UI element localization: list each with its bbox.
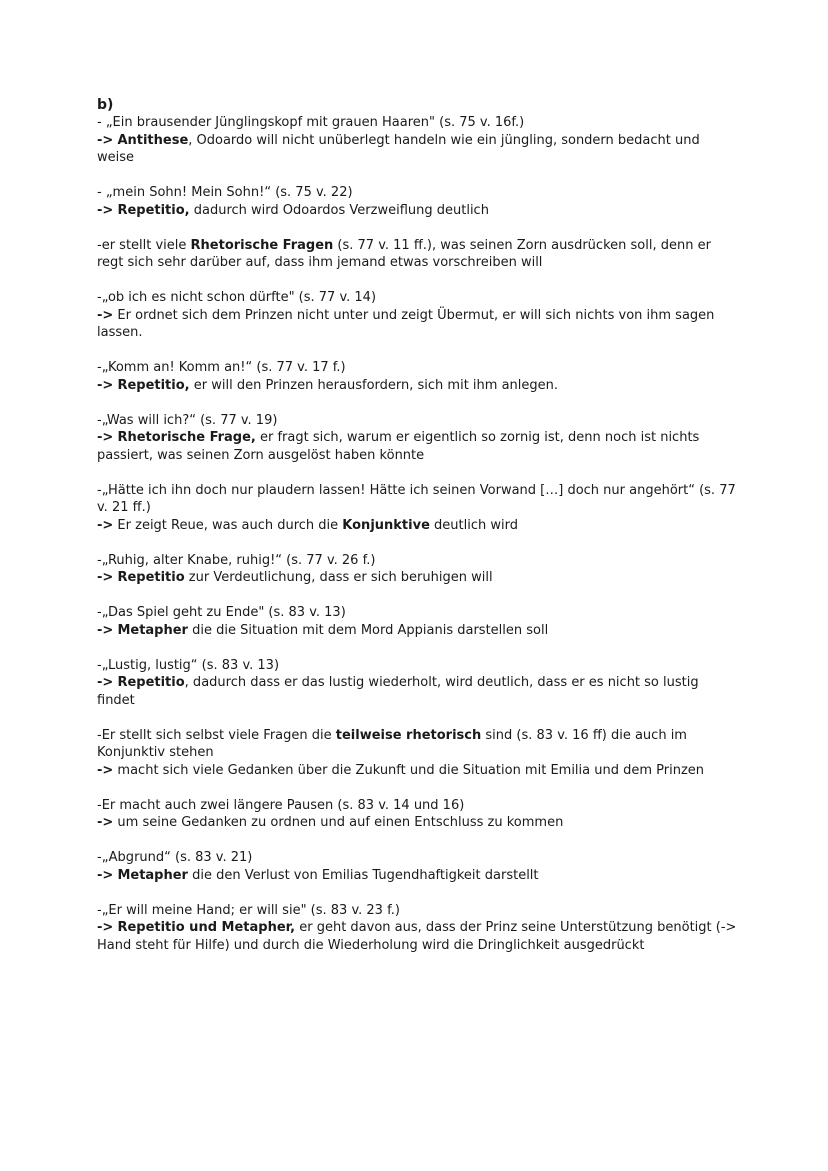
quote-line: -„Lustig, lustig“ (s. 83 v. 13) bbox=[97, 657, 280, 673]
analysis-item bbox=[97, 797, 737, 832]
explanation-text: um seine Gedanken zu ordnen und auf einen Entschluss zu kommen bbox=[113, 815, 564, 830]
explanation-text: Er ordnet sich dem Prinzen nicht unter und zeigt Übermut, er will sich nichts von ihm sagen lassen. bbox=[97, 307, 715, 340]
analysis-item bbox=[97, 849, 737, 884]
arrow-marker: -> bbox=[97, 517, 114, 533]
document-page bbox=[97, 96, 737, 972]
stylistic-device: Repetitio, bbox=[117, 202, 190, 218]
explanation-text: er fragt sich, warum er eigentlich so zornig ist, denn noch ist nichts passiert, was seinen Zorn ausgelöst haben könnte bbox=[97, 430, 700, 463]
explanation-text: (s. 77 v. 11 ff.), was seinen Zorn ausdrücken soll, denn er regt sich sehr darüber auf, dass ihm jemand etwas vorschreiben will bbox=[97, 237, 711, 270]
stylistic-device: Konjunktive bbox=[342, 517, 430, 533]
quote-line: - „Ein brausender Jünglingskopf mit grauen Haaren" (s. 75 v. 16f.) bbox=[97, 115, 525, 130]
explanation-text: dadurch wird Odoardos Verzweiflung deutlich bbox=[189, 202, 489, 218]
explanation-line bbox=[97, 132, 737, 167]
quote-line: -„Komm an! Komm an!“ (s. 77 v. 17 f.) bbox=[97, 360, 346, 375]
section-heading: b) bbox=[97, 97, 114, 113]
explanation-line bbox=[97, 569, 737, 587]
explanation-text: er will den Prinzen herausfordern, sich mit ihm anlegen. bbox=[189, 377, 559, 393]
quote-line: -„Das Spiel geht zu Ende" (s. 83 v. 13) bbox=[97, 605, 346, 620]
analysis-item bbox=[97, 237, 737, 272]
explanation-text: , Odoardo will nicht unüberlegt handeln wie ein jüngling, sondern bedacht und weise bbox=[97, 132, 700, 165]
analysis-item bbox=[97, 604, 737, 639]
explanation-line bbox=[97, 867, 737, 885]
stylistic-device: Rhetorische Frage, bbox=[117, 430, 256, 445]
arrow-marker: -> bbox=[97, 430, 114, 445]
explanation-text: , dadurch dass er das lustig wiederholt, wird deutlich, dass er es nicht so lustig findet bbox=[97, 675, 699, 708]
analysis-item bbox=[97, 902, 737, 955]
explanation-text: die den Verlust von Emilias Tugendhaftigkeit darstellt bbox=[187, 867, 539, 883]
quote-line: -Er macht auch zwei längere Pausen (s. 83 v. 14 und 16) bbox=[97, 797, 465, 813]
arrow-marker: -> bbox=[97, 202, 114, 218]
stylistic-device: Metapher bbox=[117, 867, 188, 883]
analysis-item bbox=[97, 289, 737, 342]
explanation-text: zur Verdeutlichung, dass er sich beruhigen will bbox=[184, 570, 493, 585]
stylistic-device: Repetitio bbox=[117, 570, 185, 585]
stylistic-device: Repetitio bbox=[117, 675, 185, 690]
explanation-text: deutlich wird bbox=[429, 517, 518, 533]
stylistic-device: teilweise rhetorisch bbox=[335, 727, 482, 743]
analysis-item bbox=[97, 184, 737, 219]
analysis-item bbox=[97, 359, 737, 394]
intro-text: -er stellt viele bbox=[97, 237, 191, 253]
intro-text: -Er stellt sich selbst viele Fragen die bbox=[97, 727, 336, 743]
explanation-text: sind (s. 83 v. 16 ff) die auch im Konjunktiv stehen bbox=[97, 727, 687, 760]
analysis-item bbox=[97, 114, 737, 167]
arrow-marker: -> bbox=[97, 622, 114, 638]
quote-line: -„Abgrund“ (s. 83 v. 21) bbox=[97, 850, 253, 865]
explanation-line bbox=[97, 202, 737, 220]
explanation-text: er geht davon aus, dass der Prinz seine Unterstützung benötigt (-> Hand steht für Hilfe) und durch die Wiederholung wird die Dringlichkeit ausgedrückt bbox=[97, 920, 737, 953]
stylistic-device: Repetitio und Metapher, bbox=[117, 920, 296, 935]
quote-line: -„Ruhig, alter Knabe, ruhig!“ (s. 77 v. 26 f.) bbox=[97, 552, 376, 568]
arrow-marker: -> bbox=[97, 815, 114, 830]
arrow-marker: -> bbox=[97, 132, 114, 148]
explanation-line bbox=[97, 622, 737, 640]
explanation-line bbox=[97, 377, 737, 395]
arrow-marker: -> bbox=[97, 675, 114, 690]
analysis-item bbox=[97, 727, 737, 780]
analysis-item bbox=[97, 412, 737, 465]
arrow-marker: -> bbox=[97, 307, 114, 323]
quote-line: -„Was will ich?“ (s. 77 v. 19) bbox=[97, 412, 278, 428]
stylistic-device: Repetitio, bbox=[117, 377, 190, 393]
explanation-line bbox=[97, 517, 737, 535]
explanation-line bbox=[97, 429, 737, 464]
stylistic-device: Metapher bbox=[117, 622, 188, 638]
explanation-line bbox=[97, 307, 737, 342]
quote-line: -„Hätte ich ihn doch nur plaudern lassen! Hätte ich seinen Vorwand […] doch nur angehört“ (s. 77 v. 21 ff.) bbox=[97, 482, 736, 515]
explanation-text: die die Situation mit dem Mord Appianis darstellen soll bbox=[187, 622, 549, 638]
analysis-item bbox=[97, 552, 737, 587]
explanation-text: macht sich viele Gedanken über die Zukunft und die Situation mit Emilia und dem Prinzen bbox=[113, 762, 705, 778]
quote-line: - „mein Sohn! Mein Sohn!“ (s. 75 v. 22) bbox=[97, 185, 353, 200]
explanation-line bbox=[97, 674, 737, 709]
quote-line: -„Er will meine Hand; er will sie" (s. 83 v. 23 f.) bbox=[97, 902, 400, 918]
analysis-item bbox=[97, 482, 737, 535]
explanation-text: Er zeigt Reue, was auch durch die bbox=[113, 517, 343, 533]
explanation-line bbox=[97, 237, 737, 272]
stylistic-device: Rhetorische Fragen bbox=[190, 237, 334, 253]
explanation-line bbox=[97, 727, 737, 762]
arrow-marker: -> bbox=[97, 762, 114, 778]
arrow-marker: -> bbox=[97, 867, 114, 883]
explanation-line bbox=[97, 919, 737, 954]
arrow-marker: -> bbox=[97, 920, 114, 935]
arrow-marker: -> bbox=[97, 570, 114, 585]
explanation-line bbox=[97, 814, 737, 832]
stylistic-device: Antithese bbox=[117, 132, 189, 148]
arrow-marker: -> bbox=[97, 377, 114, 393]
explanation-line bbox=[97, 762, 737, 780]
analysis-item bbox=[97, 657, 737, 710]
quote-line: -„ob ich es nicht schon dürfte" (s. 77 v. 14) bbox=[97, 290, 377, 305]
